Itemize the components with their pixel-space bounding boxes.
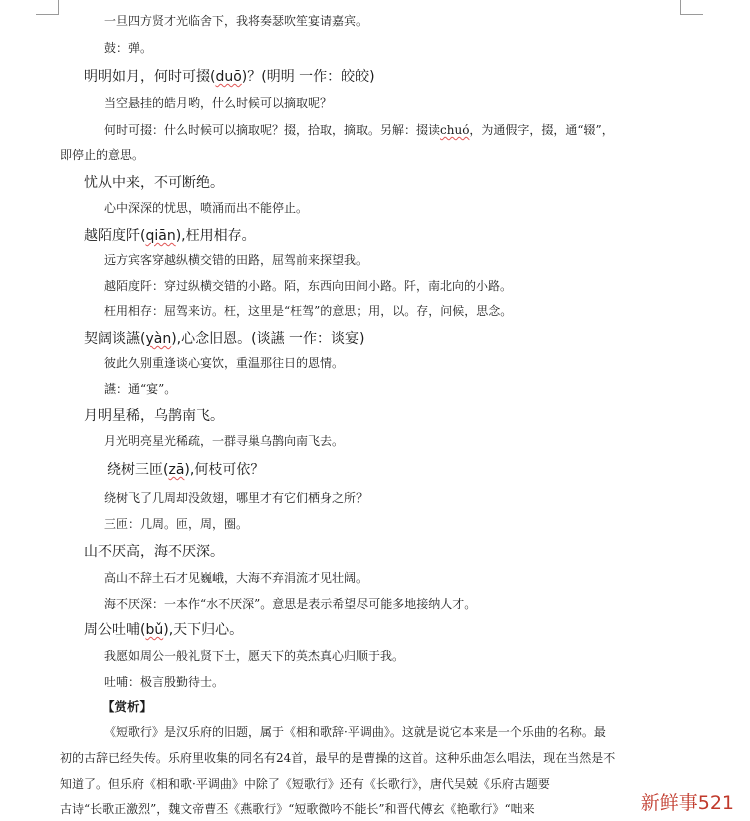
- translation-line: 远方宾客穿越纵横交错的田路，屈驾前来探望我。: [104, 253, 369, 267]
- pinyin-annotation: zā: [168, 462, 185, 478]
- poem-line: 越陌度阡(qiān),枉用相存。: [84, 228, 256, 244]
- annotation-line: 即停止的意思。: [60, 148, 145, 162]
- annotation-line: 讌：通“宴”。: [104, 382, 177, 396]
- translation-line: 当空悬挂的皓月哟，什么时候可以摘取呢？: [104, 96, 333, 110]
- pinyin-annotation: bǔ: [145, 622, 164, 638]
- translation-line: 一旦四方贤才光临舍下，我将奏瑟吹笙宴请嘉宾。: [104, 14, 369, 28]
- annotation-line: 何时可掇：什么时候可以摘取呢？掇，拾取，摘取。另解：掇读chuó，为通假字，掇，通“辍”，: [104, 123, 614, 137]
- page-corner-mark: [36, 0, 59, 15]
- poem-line: 忧从中来，不可断绝。: [84, 175, 224, 191]
- translation-line: 月光明亮星光稀疏，一群寻巢乌鹊向南飞去。: [104, 434, 345, 448]
- paragraph-line: 知道了。但乐府《相和歌·平调曲》中除了《短歌行》还有《长歌行》，唐代吴兢《乐府古题要: [60, 777, 550, 791]
- pinyin-annotation: chuó: [440, 123, 470, 137]
- annotation-line: 鼓：弹。: [104, 41, 153, 55]
- section-heading: 【赏析】: [102, 699, 153, 714]
- translation-line: 我愿如周公一般礼贤下士，愿天下的英杰真心归顺于我。: [104, 649, 405, 663]
- poem-line: 周公吐哺(bǔ),天下归心。: [84, 622, 244, 638]
- annotation-line: 枉用相存：屈驾来访。枉，这里是“枉驾”的意思；用，以。存，问候，思念。: [104, 304, 513, 318]
- poem-line: 明明如月，何时可掇(duō)？(明明 一作：皎皎): [84, 69, 375, 85]
- watermark: 新鲜事521: [639, 788, 736, 815]
- page-corner-mark: [680, 0, 703, 15]
- paragraph-line: 古诗“长歌正激烈”，魏文帝曹丕《燕歌行》“短歌微吟不能长”和晋代傅玄《艳歌行》“咄来: [60, 802, 535, 816]
- annotation-line: 海不厌深：一本作“水不厌深”。意思是表示希望尽可能多地接纳人才。: [104, 597, 477, 611]
- paragraph-line: 初的古辞已经失传。乐府里收集的同名有24首，最早的是曹操的这首。这种乐曲怎么唱法，现在当然是不: [60, 751, 616, 765]
- translation-line: 高山不辞土石才见巍峨，大海不弃涓流才见壮阔。: [104, 571, 369, 585]
- paragraph-line: 《短歌行》是汉乐府的旧题，属于《相和歌辞·平调曲》。这就是说它本来是一个乐曲的名称。最: [104, 725, 606, 739]
- translation-line: 彼此久别重逢谈心宴饮，重温那往日的恩情。: [104, 356, 345, 370]
- annotation-line: 越陌度阡：穿过纵横交错的小路。陌，东西向田间小路。阡，南北向的小路。: [104, 279, 513, 293]
- pinyin-annotation: yàn: [145, 331, 172, 347]
- poem-line: 绕树三匝(zā),何枝可依？: [107, 462, 265, 478]
- poem-line: 月明星稀，乌鹊南飞。: [84, 408, 224, 424]
- poem-line: 契阔谈讌(yàn),心念旧恩。(谈讌 一作：谈宴): [84, 331, 365, 347]
- annotation-line: 吐哺：极言殷勤待士。: [104, 675, 225, 689]
- pinyin-annotation: duō: [215, 69, 242, 85]
- poem-line: 山不厌高，海不厌深。: [84, 544, 224, 560]
- pinyin-annotation: qiān: [145, 228, 176, 244]
- translation-line: 绕树飞了几周却没敛翅，哪里才有它们栖身之所？: [104, 491, 369, 505]
- translation-line: 心中深深的忧思，喷涌而出不能停止。: [104, 201, 309, 215]
- annotation-line: 三匝：几周。匝，周，圈。: [104, 517, 249, 531]
